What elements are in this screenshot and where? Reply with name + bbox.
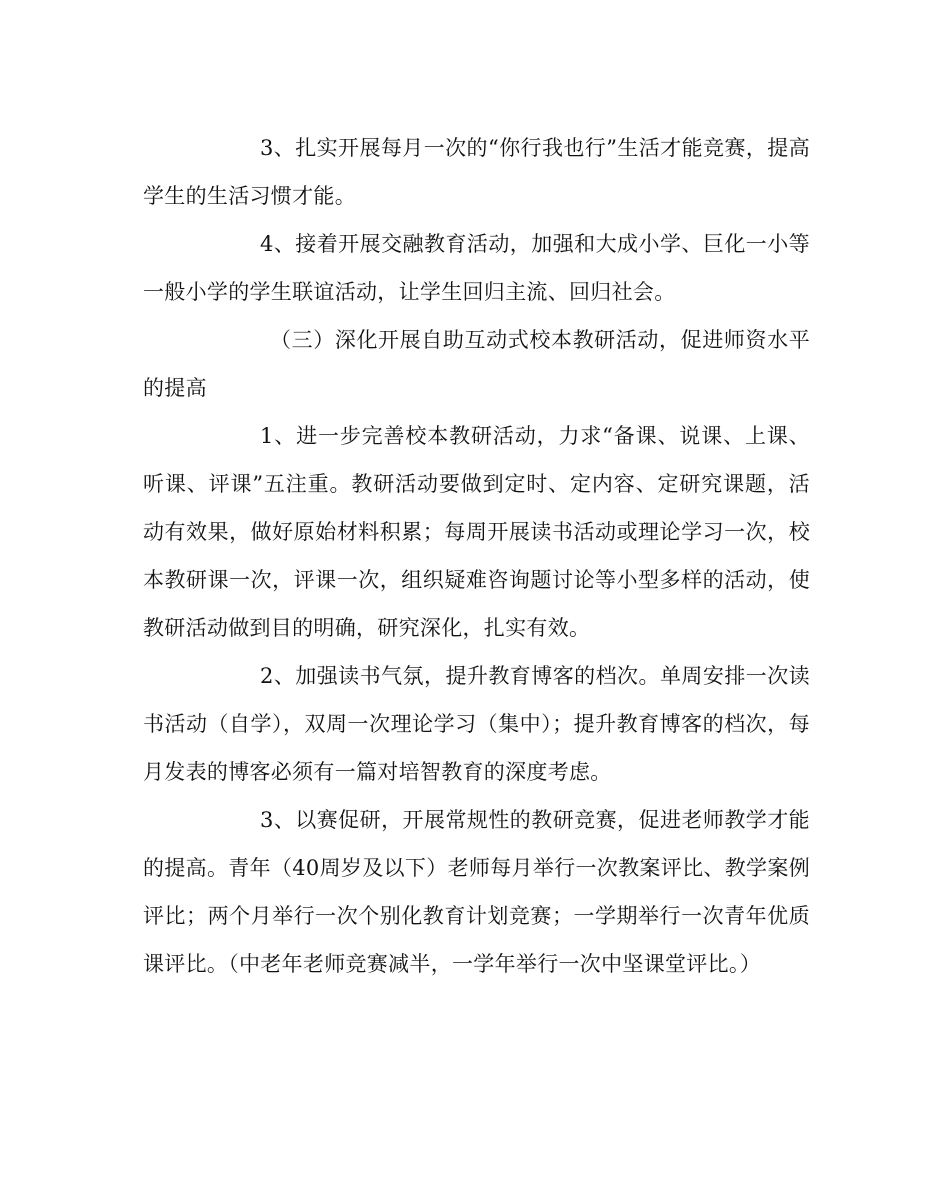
paragraph-item-2-reading: 2、加强读书气氛，提升教育博客的档次。单周安排一次读书活动（自学），双周一次理论学习（集中）；提升教育博客的档次，每月发表的博客必须有一篇对培智教育的深度考虑。 [143,664,810,784]
document-body [143,124,810,988]
paragraph-item-1-teaching-research: 1、进一步完善校本教研活动，力求“备课、说课、上课、听课、评课”五注重。教研活动要做到定时、定内容、定研究课题，活动有效果，做好原始材料积累；每周开展读书活动或理论学习一次，校本教研课一次，评课一次，组织疑难咨询题讨论等小型多样的活动，使教研活动做到目的明确，研究深化，扎实有效。 [143,424,810,640]
paragraph-item-3-talent-contest: 3、扎实开展每月一次的“你行我也行”生活才能竞赛，提高学生的生活习惯才能。 [143,136,810,208]
paragraph-item-4-integration: 4、接着开展交融教育活动，加强和大成小学、巨化一小等一般小学的学生联谊活动，让学生回归主流、回归社会。 [143,232,810,304]
paragraph-item-3-competition: 3、以赛促研，开展常规性的教研竞赛，促进老师教学才能的提高。青年（40周岁及以下）老师每月举行一次教案评比、教学案例评比；两个月举行一次个别化教育计划竞赛；一学期举行一次青年优质课评比。（中老年老师竞赛减半，一学年举行一次中坚课堂评比。） [143,808,810,976]
section-heading-3: （三）深化开展自助互动式校本教研活动，促进师资水平的提高 [143,328,810,400]
